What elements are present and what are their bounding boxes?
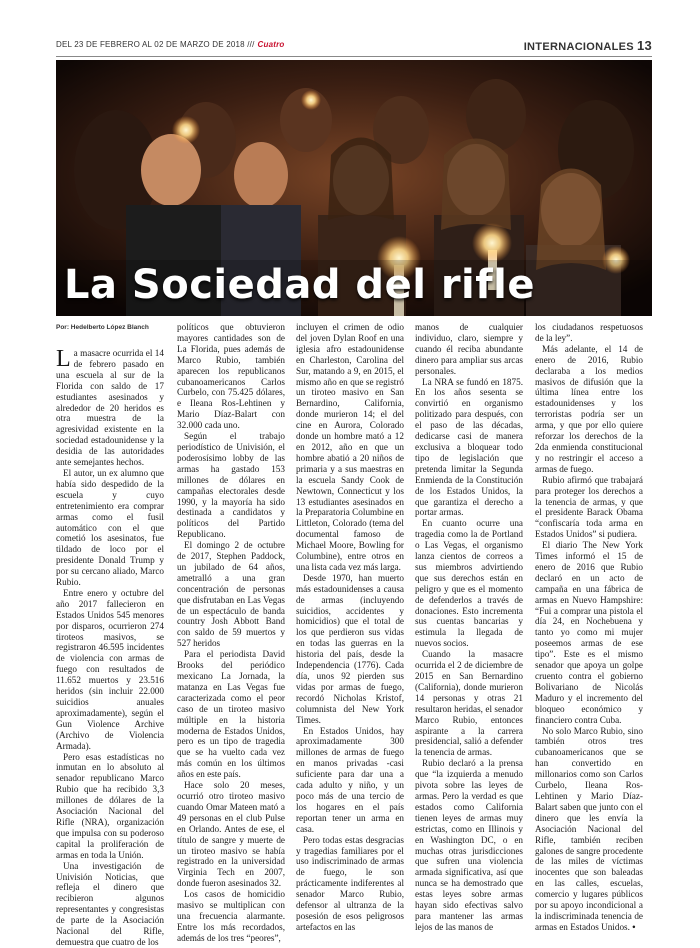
paragraph: El diario The New York Times informó el 15 de enero de 2016 que Rubio declaró en un acto de campaña en una fábrica de armas en Nuevo Hampshire: “Fui a comprar una pistola el día 24, en Nochebuena y tanto yo como mi mujer poseemos armas de ese tipo”. Este es el mismo senador que apoya un golpe cruento contra el gobierno Bolivariano de Nicolás Maduro y el incremento del bloqueo económico y financiero contra Cuba.: [535, 540, 643, 725]
paragraph: Desde 1970, han muerto más estadounidenses a causa de armas (incluyendo suicidios, accidentes y homicidios) que el total de los que perdieron sus vidas en todas las guerras en la historia del país, desde la Independencia (1776). Cada día, unos 92 pierden sus vidas por armas de fuego, recordó Nicholas Kristof, columnista del New York Times.: [296, 572, 404, 725]
paragraph: Cuando la masacre ocurrida el 2 de diciembre de 2015 en San Bernardino (California), donde murieron 14 personas y otras 21 resultaron heridas, el senador Marco Rubio, entonces aspirante a la carrera presidencial, salió a defender la tenencia de armas.: [415, 649, 523, 758]
end-mark: •: [629, 921, 636, 932]
paragraph: El domingo 2 de octubre de 2017, Stephen Paddock, un jubilado de 64 años, ametralló a una gran concentración de personas que disfrutaban en Las Vegas de un espectáculo de banda country Josh Abbott Band con saldo de 59 muertos y 527 heridos: [177, 540, 285, 649]
issue-date: [56, 40, 284, 49]
byline: Por: Hedelberto López Blanch: [56, 324, 149, 331]
paragraph: Según el trabajo periodístico de Univisión, el poderosísimo lobby de las armas ha gastado 153 millones de dólares en campañas electorales desde 1990, y la mayoría ha sido destinada a candidatos y políticos del Partido Republicano.: [177, 431, 285, 540]
column-2: [177, 322, 285, 944]
paragraph: El autor, un ex alumno que había sido despedido de la escuela y cuyo entretenimiento era comprar armas como el fusil automático con el que cometió los asesinatos, fue tildado de loco por el presidente Donald Trump y por su cercano aliado, Marco Rubio.: [56, 467, 164, 588]
paragraph: Más adelante, el 14 de enero de 2016, Rubio declaraba a los medios masivos de difusión que la última línea entre los estadounidenses y los terroristas podría ser un arma, y que por ello quiere reforzar los derechos de la 2da enmienda constitucional y no restringir el acceso a armas de fuego.: [535, 343, 643, 474]
column-5: [535, 322, 643, 933]
section-label: [524, 38, 652, 53]
paragraph: Rubio declaró a la prensa que “la izquierda a menudo pivota sobre las leyes de armas. Pero la verdad es que estados como California tienen leyes de armas muy estrictas, como en Illinois y en Washington DC, o en muchas otras jurisdicciones que sufren una violencia armada significativa, así que nunca se ha demostrado que estas leyes sobre armas hayan sido efectivas salvo para mantener las armas lejos de las manos de: [415, 758, 523, 932]
drop-cap: L: [56, 346, 71, 372]
page-number: 13: [636, 38, 652, 53]
issue-date-text: DEL 23 DE FEBRERO AL 02 DE MARZO DE 2018 ///: [56, 40, 255, 49]
headline: La Sociedad del rifle: [64, 262, 536, 308]
paragraph: Los casos de homicidio masivo se multiplican con una frecuencia alarmante. Entre los más recordados, además de los tres “peores”,: [177, 889, 285, 943]
column-1: [56, 348, 164, 948]
paragraph: En Estados Unidos, hay aproximadamente 300 millones de armas de fuego en manos privadas -casi suficiente para dar una a cada adulto y niño, y un poco más de una tercio de los hogares en el país reportan tener un arma en casa.: [296, 725, 404, 834]
paragraph: Pero esas estadísticas no inmutan en lo absoluto al senador republicano Marco Rubio que ha recibido 3,3 millones de dólares de la Asociación Nacional del Rifle (NRA), organización que impulsa con su poderoso capital la proliferación de armas en toda la Unión.: [56, 751, 164, 860]
paragraph: Pero todas estas desgracias y tragedias familiares por el uso indiscriminado de armas de fuego, le son prácticamente indiferentes al senador Marco Rubio, defensor al ultranza de la posesión de esos peligrosos artefactos en las: [296, 834, 404, 932]
paragraph: incluyen el crimen de odio del joven Dylan Roof en una iglesia afro estadounidense en Charleston, Carolina del Sur, matando a 9, en 2015, el mismo año en que se registró un tiroteo masivo en San Bernardino, California, donde murieron 14; el del cine en Aurora, Colorado donde un hombre mató a 12 en 2012, año en que un hombre abatió a 20 niños de primaria y a sus maestras en la escuela Sandy Cook de Newtown, Connecticut y los 13 estudiantes asesinados en la Preparatoria Columbine en Littleton, Colorado (tema del documental famoso de Michael Moore, Bowling for Columbine), entre otros en una lista cada vez más larga.: [296, 322, 404, 572]
page-header: [56, 38, 652, 54]
paragraph: La NRA se fundó en 1875. En los años sesenta se convirtió en organismo politizado para después, con el paso de las décadas, dedicarse casi de manera exclusiva a bloquear todo tipo de legislación que pretenda limitar la Segunda Enmienda de la Constitución de los Estados Unidos, la que garantiza el derecho a portar armas.: [415, 376, 523, 518]
paragraph: los ciudadanos respetuosos de la ley”.: [535, 322, 643, 343]
column-3: [296, 322, 404, 933]
paragraph: manos de cualquier individuo, claro, siempre y cuando él reciba abundante dinero para ampliar sus arcas personales.: [415, 322, 523, 376]
paragraph: Hace solo 20 meses, ocurrió otro tiroteo masivo cuando Omar Mateen mató a 49 personas en el club Pulse en Orlando. Antes de ese, el título de sangre y muerte de un tiroteo masivo se había registrado en la universidad Virginia Tech en 2007, donde fueron asesinados 32.: [177, 780, 285, 889]
section-name: INTERNACIONALES: [523, 41, 634, 53]
header-rule: [56, 56, 652, 57]
article-body: [56, 322, 652, 947]
brand-logo: Cuatro: [257, 40, 285, 49]
paragraph: Rubio afirmó que trabajará para proteger los derechos a la tenencia de armas, y que el presidente Barack Obama “confiscaría toda arma en Estados Unidos” si pudiera.: [535, 474, 643, 540]
paragraph: Para el periodista David Brooks del periódico mexicano La Jornada, la matanza en Las Vegas fue caracterizada como el peor caso de un tiroteo masivo múltiple en la historia moderna de Estados Unidos, pero es un tipo de tragedia que se ha vuelto cada vez más común en los últimos años en este país.: [177, 649, 285, 780]
paragraph: Entre enero y octubre del año 2017 fallecieron en Estados Unidos 545 menores por disparos, ocurrieron 274 tiroteos masivos, se registraron 46.595 incidentes de violencia con armas de fuego con resultados de 11.652 muertos y 23.516 heridos (sin incluir 22.000 suicidios anuales aproximadamente), según el Gun Violence Archive (Archivo de Violencia Armada).: [56, 587, 164, 751]
paragraph: políticos que obtuvieron mayores cantidades son de La Florida, pues además de Marco Rubio, también aparecen los republicanos cubanoamericanos Carlos Curbelo, con 75.425 dólares, e Ileana Ros-Lehtinen y Mario Díaz-Balart con 32.000 cada uno.: [177, 322, 285, 431]
paragraph: La masacre ocurrida el 14 de febrero pasado en una escuela al sur de la Florida con saldo de 17 estudiantes asesinados y alrededor de 20 heridos es otra muestra de la agresividad existente en la sociedad estadounidense y la desidia de las autoridades ante semejantes hechos.: [56, 346, 164, 468]
paragraph: En cuanto ocurre una tragedia como la de Portland o Las Vegas, el organismo lanza cientos de correos a sus miembros advirtiendo que sus derechos están en peligro y que es el momento de defenderlos a través de donaciones. Esto incrementa sus cuentas bancarias y estimula la llegada de nuevos socios.: [415, 518, 523, 649]
paragraph: Una investigación de Univisión Noticias, que refleja el dinero que recibieron algunos representantes y congresistas de parte de la Asociación Nacional del Rifle, demuestra que cuatro de los: [56, 860, 164, 947]
paragraph: No solo Marco Rubio, sino también otros tres cubanoamericanos que se han convertido en millonarios como son Carlos Curbelo, Ileana Ros-Lehtinen y Mario Díaz-Balart saben que junto con el dinero que les envía la Asociación Nacional del Rifle, también reciben galones de sangre procedente de las miles de víctimas inocentes que son baleadas en las calles, escuelas, comercio y lugares públicos por su apoyo incondicional a la indiscriminada tenencia de armas en Estados Unidos. •: [535, 725, 643, 932]
column-4: [415, 322, 523, 933]
